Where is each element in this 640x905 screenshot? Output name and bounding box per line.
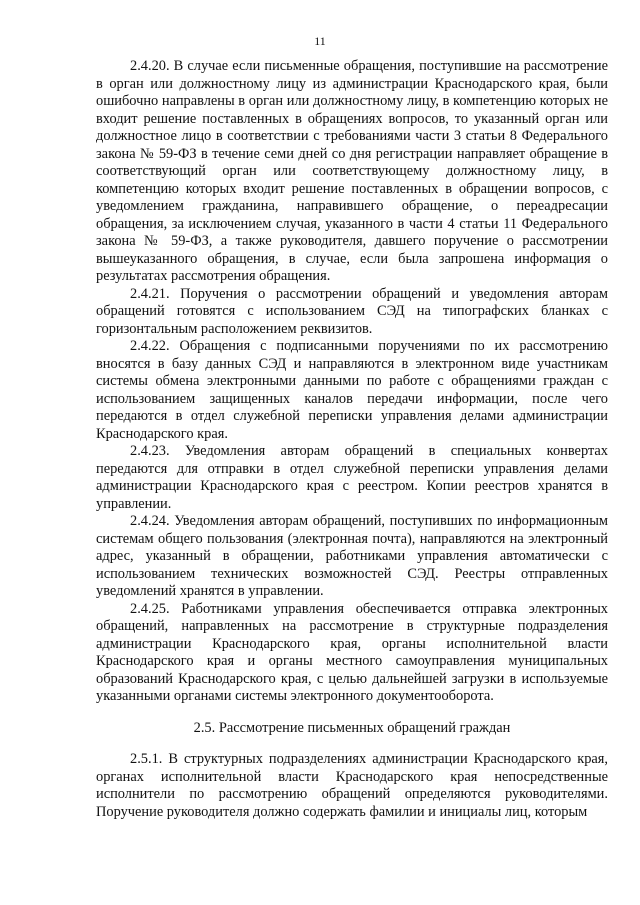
document-body [96, 58, 608, 821]
paragraph-2-4-22: 2.4.22. Обращения с подписанными поручениями по их рассмотрению вносятся в базу данных СЭД и направляются в электронном виде участникам системы обмена электронными данными по работе с обращениями граждан с использованием защищенных каналов передачи информации, после чего передаются в отдел служебной переписки управления делами администрации Краснодарского края. [96, 338, 608, 442]
section-heading: 2.5. Рассмотрение письменных обращений граждан [193, 719, 511, 736]
paragraph-2-4-23: 2.4.23. Уведомления авторам обращений в специальных конвертах передаются для отправки в отдел служебной переписки управления делами администрации Краснодарского края с реестром. Копии реестров хранятся в управлении. [96, 443, 608, 512]
page-number: 11 [314, 34, 326, 48]
paragraph-2-4-25: 2.4.25. Работниками управления обеспечивается отправка электронных обращений, направленных на рассмотрение в структурные подразделения администрации Краснодарского края, органы исполнительной власти Краснодарского края и органы местного самоуправления муниципальных образований Краснодарского края, с целью дальнейшей загрузки в используемые указанными органами системы электронного документооборота. [96, 600, 608, 704]
paragraph-2-4-24: 2.4.24. Уведомления авторам обращений, поступивших по информационным системам общего пользования (электронная почта), направляются на электронный адрес, указанный в обращении, работниками управления автоматически с использованием технических возможностей СЭД. Реестры отправленных уведомлений хранятся в управлении. [96, 513, 608, 599]
paragraph-2-4-20: 2.4.20. В случае если письменные обращения, поступившие на рассмотрение в орган или должностному лицу из администрации Краснодарского края, были ошибочно направлены в орган или должностному лицу, в компетенцию которых не входит решение поставленных в обращениях вопросов, то указанный орган или должностное лицо в соответствии с требованиями части 3 статьи 8 Федерального закона № 59-ФЗ в течение семи дней со дня регистрации направляет обращение в соответствующий орган или соответствующему должностному лицу, в компетенцию которых входит решение поставленных в обращении вопросов, с уведомлением гражданина, направившего обращение, о переадресации обращения, за исключением случая, указанного в части 4 статьи 11 Федерального закона № 59-ФЗ, а также руководителя, давшего поручение о рассмотрении вышеуказанного обращения, в случае, если была запрошена информация о результатах рассмотрения обращения. [96, 58, 608, 284]
paragraph-2-5-1: 2.5.1. В структурных подразделениях администрации Краснодарского края, органах исполнительной власти Краснодарского края непосредственные исполнители по рассмотрению обращений определяются руководителями. Поручение руководителя должно содержать фамилии и инициалы лиц, которым [96, 751, 608, 820]
paragraph-2-4-21: 2.4.21. Поручения о рассмотрении обращений и уведомления авторам обращений готовятся с использованием СЭД на типографских бланках с горизонтальным расположением реквизитов. [96, 285, 608, 337]
